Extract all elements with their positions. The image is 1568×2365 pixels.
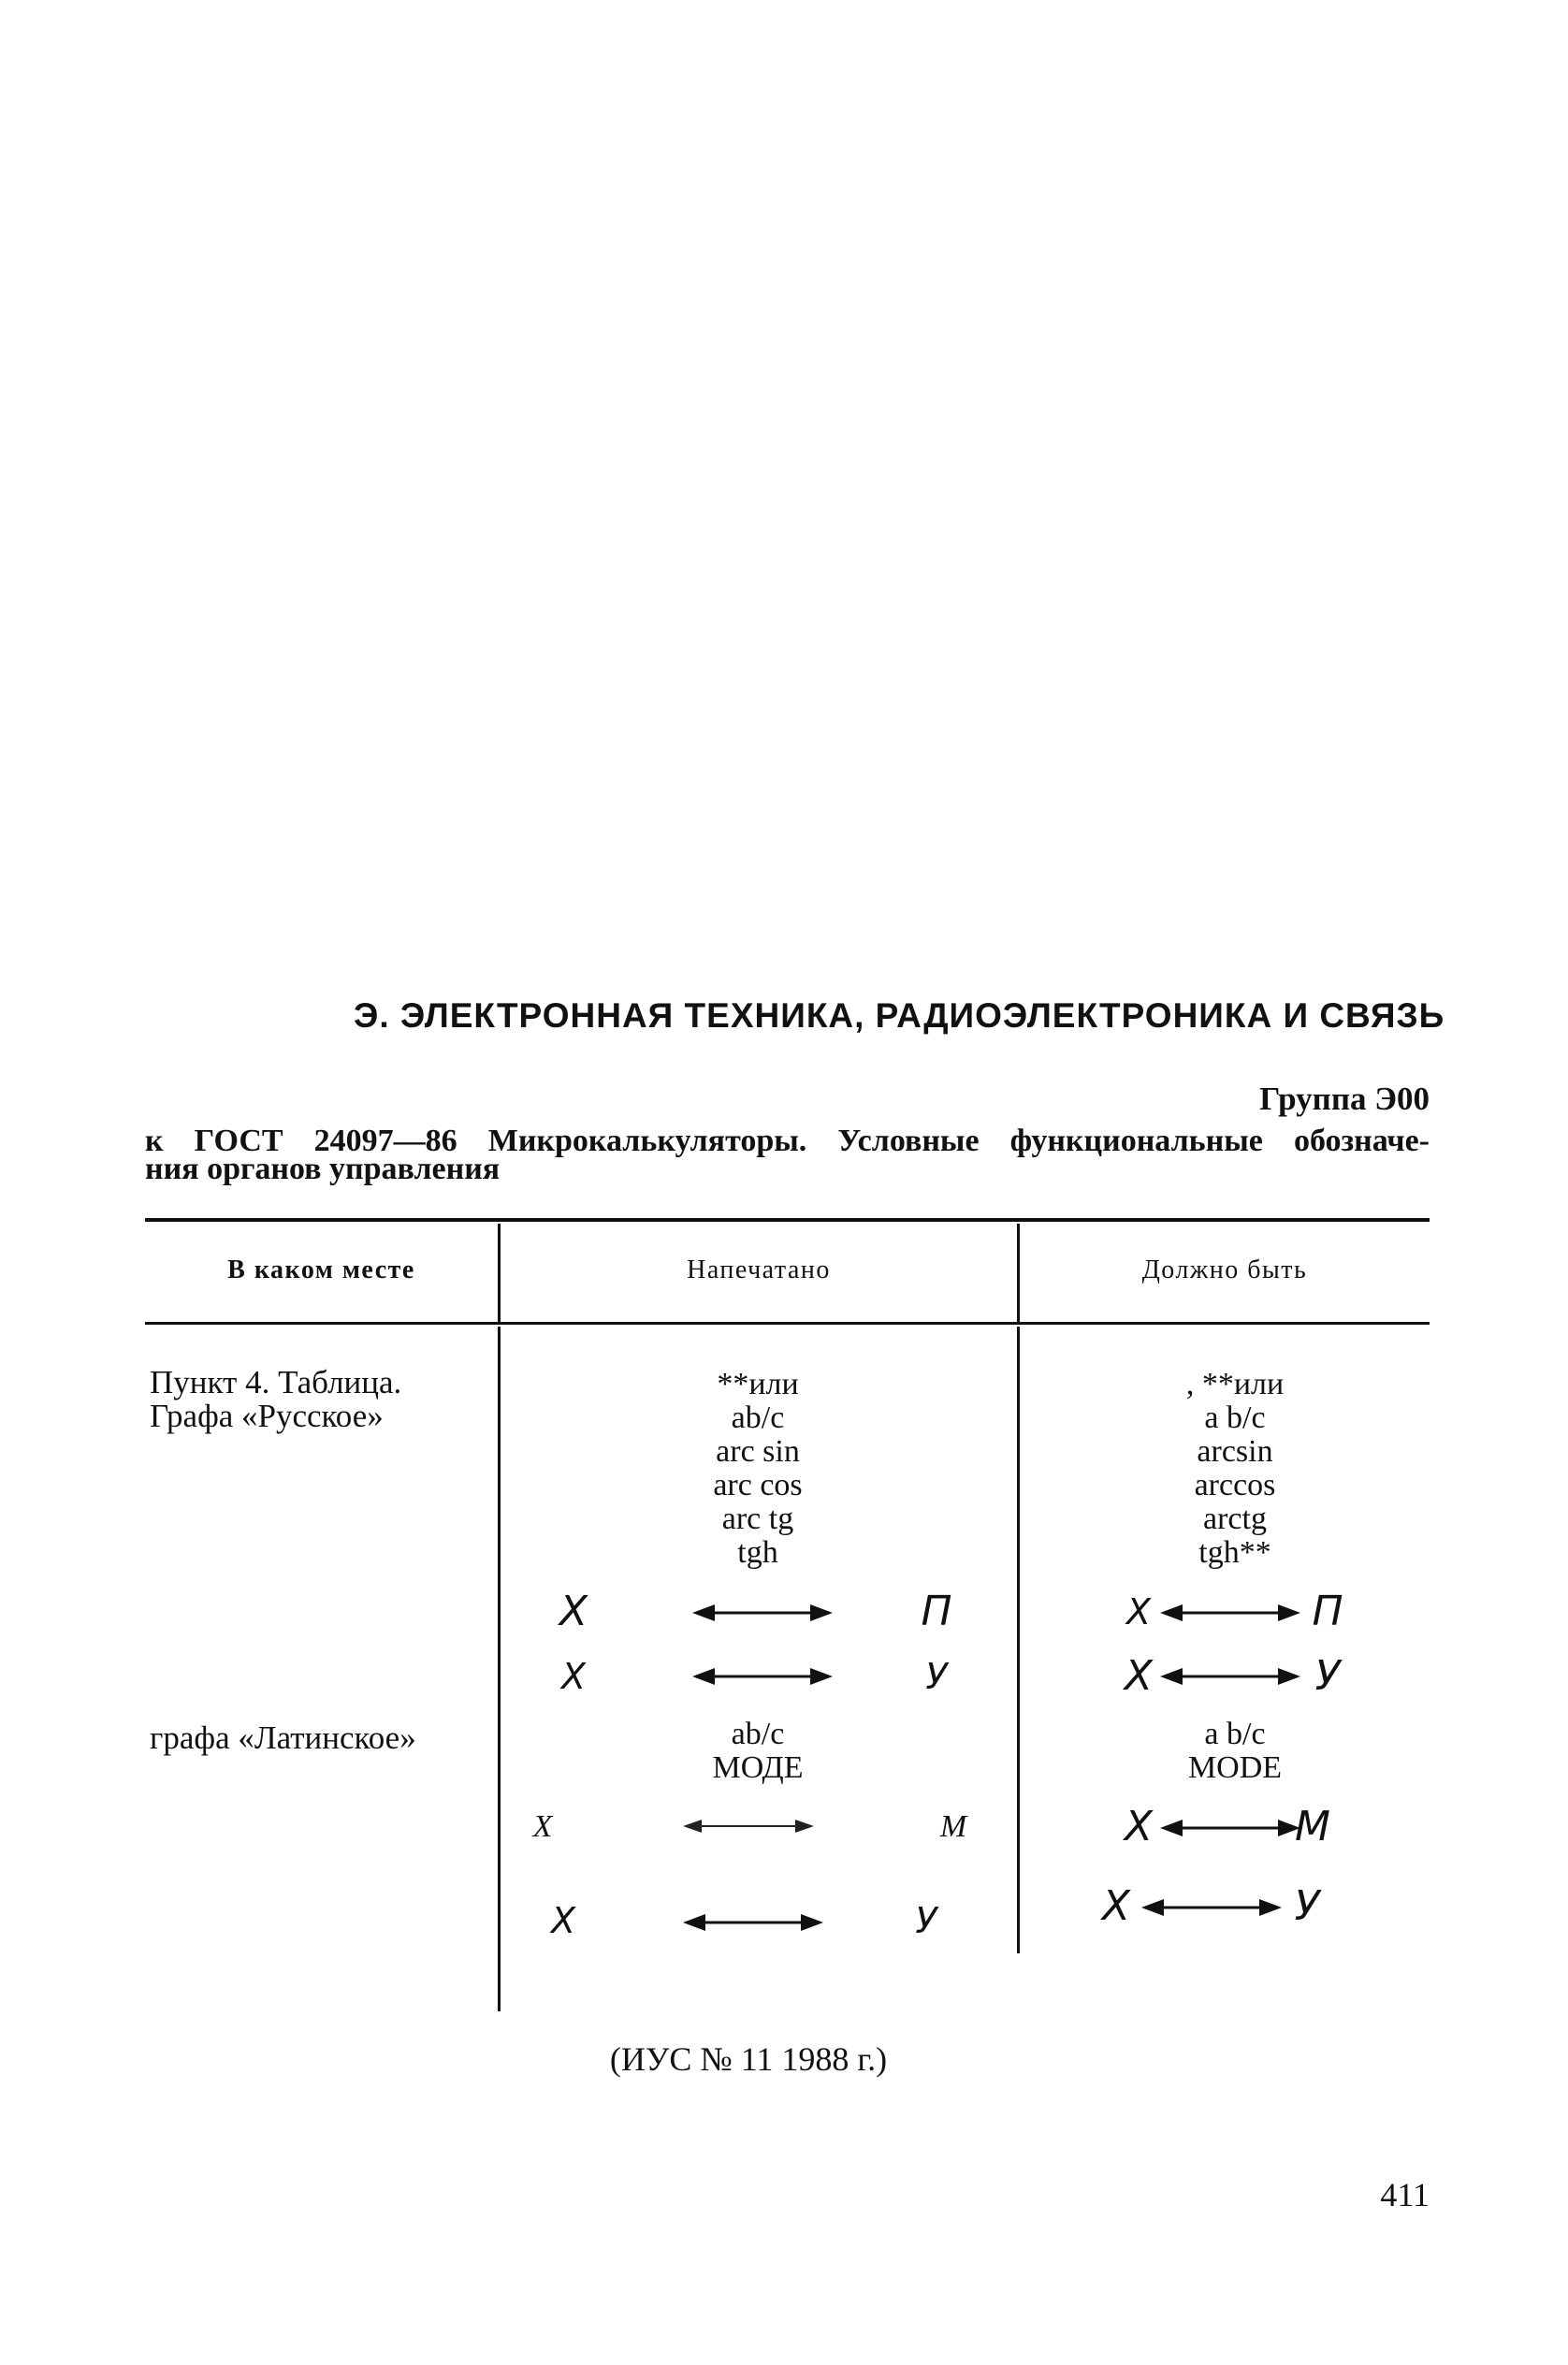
citation: (ИУС № 11 1988 г.) bbox=[609, 2040, 888, 2078]
correct-swap1-right: П bbox=[1312, 1588, 1343, 1635]
subject-line-2: ния органов управления bbox=[145, 1152, 501, 1186]
correct-swap2-right: У bbox=[1314, 1652, 1341, 1700]
double-arrow-icon bbox=[1160, 1665, 1300, 1688]
page-number: 411 bbox=[1380, 2176, 1430, 2213]
correct-russian-values: , **или a b/c arcsin arccos arctg tgh** bbox=[1185, 1367, 1285, 1570]
correct-swap1-left: X bbox=[1125, 1591, 1152, 1632]
double-arrow-icon bbox=[1160, 1602, 1300, 1624]
printed-swap2-left: X bbox=[560, 1656, 587, 1697]
printed-swap1-right: П bbox=[921, 1588, 952, 1635]
double-arrow-icon bbox=[692, 1665, 833, 1688]
place-latin: графа «Латинское» bbox=[150, 1719, 416, 1756]
printed-latin-values: ab/c МОДЕ bbox=[712, 1717, 804, 1785]
correct-swap4-right: У bbox=[1294, 1882, 1320, 1930]
header-should-be: Должно быть bbox=[1141, 1255, 1308, 1284]
place-russian: Пункт 4. Таблица. Графа «Русское» bbox=[150, 1364, 402, 1434]
printed-swap1-left: X bbox=[559, 1588, 588, 1635]
printed-swap2-right: У bbox=[925, 1656, 948, 1697]
table-body-divider-1 bbox=[498, 1327, 501, 2011]
section-title: Э. ЭЛЕКТРОННАЯ ТЕХНИКА, РАДИОЭЛЕКТРОНИКА И СВЯЗЬ bbox=[354, 996, 1445, 1035]
correct-swap3-right: M bbox=[1295, 1803, 1330, 1850]
correct-latin-values: a b/c MODE bbox=[1187, 1717, 1283, 1785]
table-top-rule bbox=[145, 1218, 1430, 1222]
group-label: Группа Э00 bbox=[1259, 1081, 1430, 1117]
double-arrow-icon bbox=[692, 1602, 833, 1624]
header-printed: Напечатано bbox=[687, 1255, 831, 1284]
subject-line-1: к ГОСТ 24097—86 Микрокалькуляторы. Условные функциональные обозначе- bbox=[145, 1124, 1430, 1158]
double-arrow-icon bbox=[1141, 1896, 1282, 1919]
printed-swap4-right: У bbox=[915, 1900, 937, 1941]
printed-swap3-left: X bbox=[532, 1809, 553, 1844]
printed-swap4-left: X bbox=[550, 1900, 576, 1941]
correct-swap2-left: X bbox=[1124, 1652, 1154, 1700]
table-body-divider-2 bbox=[1017, 1327, 1020, 1953]
table-header-rule bbox=[145, 1322, 1430, 1325]
printed-russian-values: **или ab/c arc sin arc cos arc tg tgh bbox=[713, 1367, 803, 1570]
correct-swap3-left: X bbox=[1124, 1803, 1154, 1850]
double-arrow-icon bbox=[683, 1817, 814, 1835]
correct-swap4-left: X bbox=[1101, 1882, 1131, 1930]
header-place: В каком месте bbox=[227, 1255, 415, 1284]
printed-swap3-right: M bbox=[939, 1809, 967, 1844]
double-arrow-icon bbox=[683, 1911, 823, 1934]
amendment-subject bbox=[145, 1124, 1430, 1186]
